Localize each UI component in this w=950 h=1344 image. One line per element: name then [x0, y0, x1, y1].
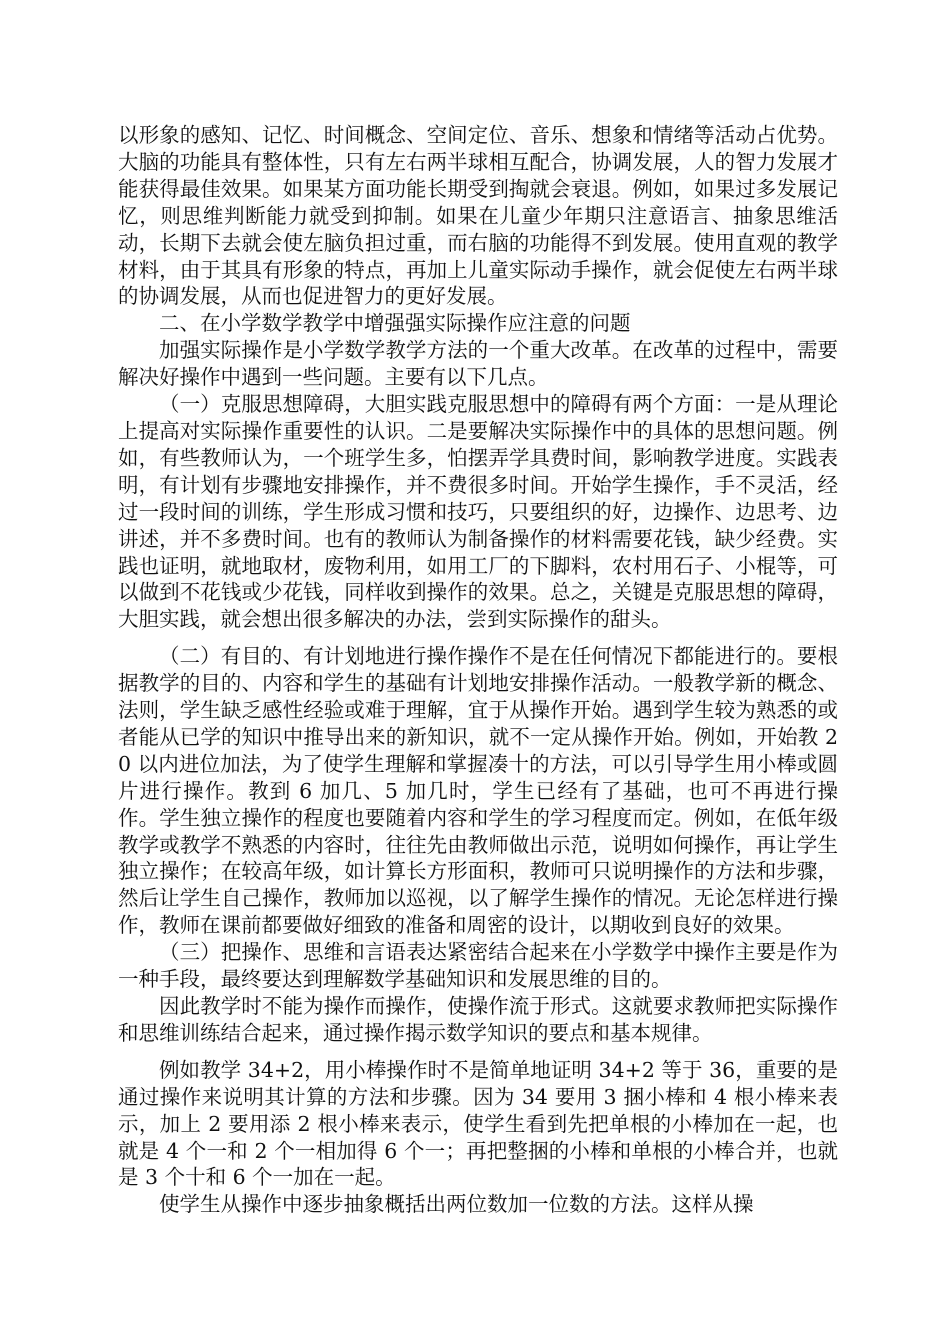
paragraph: 加强实际操作是小学数学教学方法的一个重大改革。在改革的过程中，需要解决好操作中遇到一些问题。主要有以下几点。 [118, 338, 838, 390]
paragraph-truncated: 使学生从操作中逐步抽象概括出两位数加一位数的方法。这样从操 [159, 1192, 754, 1217]
paragraph-point-2: （二）有目的、有计划地进行操作操作不是在任何情况下都能进行的。要根据教学的目的、内容和学生的基础有计划地安排操作活动。一般教学新的概念、法则，学生缺乏感性经验或难于理解，宜于从操作开始。遇到学生较为熟悉的或者能从已学的知识中推导出来的新知识，就不一定从操作开始。例如，开始教 20 以内进位加法，为了使学生理解和掌握凑十的方法，可以引导学生用小棒或圆片进行操作。教到 6 加几、5 加几时，学生已经有了基础，也可不再进行操作。学生独立操作的程度也要随着内容和学生的学习程度而定。例如，在低年级教学或教学不熟悉的内容时，往往先由教师做出示范，说明如何操作，再让学生独立操作；在较高年级，如计算长方形面积，教师可只说明操作的方法和步骤，然后让学生自己操作，教师加以巡视，以了解学生操作的情况。无论怎样进行操作，教师在课前都要做好细致的准备和周密的设计，以期收到良好的效果。 [118, 644, 838, 938]
paragraph: 因此教学时不能为操作而操作，使操作流于形式。这就要求教师把实际操作和思维训练结合起来，通过操作揭示数学知识的要点和基本规律。 [118, 994, 838, 1045]
section-heading: 二、在小学数学教学中增强强实际操作应注意的问题 [159, 311, 631, 336]
paragraph-point-3: （三）把操作、思维和言语表达紧密结合起来在小学数学中操作主要是作为一种手段，最终要达到理解数学基础知识和发展思维的目的。 [118, 940, 838, 992]
paragraph-continued: 以形象的感知、记忆、时间概念、空间定位、音乐、想象和情绪等活动占优势。大脑的功能具有整体性，只有左右两半球相互配合，协调发展，人的智力发展才能获得最佳效果。如果某方面功能长期受到掏就会衰退。例如，如果过多发展记忆，则思维判断能力就受到抑制。如果在儿童少年期只注意语言、抽象思维活动，长期下去就会使左脑负担过重，而右脑的功能得不到发展。使用直观的教学材料，由于其具有形象的特点，再加上儿童实际动手操作，就会促使左右两半球的协调发展，从而也促进智力的更好发展。 [118, 123, 838, 309]
paragraph-point-1: （一）克服思想障碍，大胆实践克服思想中的障碍有两个方面：一是从理论上提高对实际操作重要性的认识。二是要解决实际操作中的具体的思想问题。例如，有些教师认为，一个班学生多，怕摆弄学具费时间，影响教学进度。实践表明，有计划有步骤地安排操作，并不费很多时间。开始学生操作，手不灵活，经过一段时间的训练，学生形成习惯和技巧，只要组织的好，边操作、边思考、边讲述，并不多费时间。也有的教师认为制备操作的材料需要花钱，缺少经费。实践也证明，就地取材，废物利用，如用工厂的下脚料，农村用石子、小棍等，可以做到不花钱或少花钱，同样收到操作的效果。总之，关键是克服思想的障碍，大胆实践，就会想出很多解决的办法，尝到实际操作的甜头。 [118, 392, 838, 632]
paragraph-example: 例如教学 34+2，用小棒操作时不是简单地证明 34+2 等于 36，重要的是通过操作来说明其计算的方法和步骤。因为 34 要用 3 捆小棒和 4 根小棒来表示，加上 2 要用添 2 根小棒来表示，使学生看到先把单根的小棒加在一起，也就是 4 个一和 2 个一相加得 6 个一；再把整捆的小棒和单根的小棒合并，也就是 3 个十和 6 个一加在一起。 [118, 1057, 838, 1190]
document-body [118, 122, 838, 1218]
